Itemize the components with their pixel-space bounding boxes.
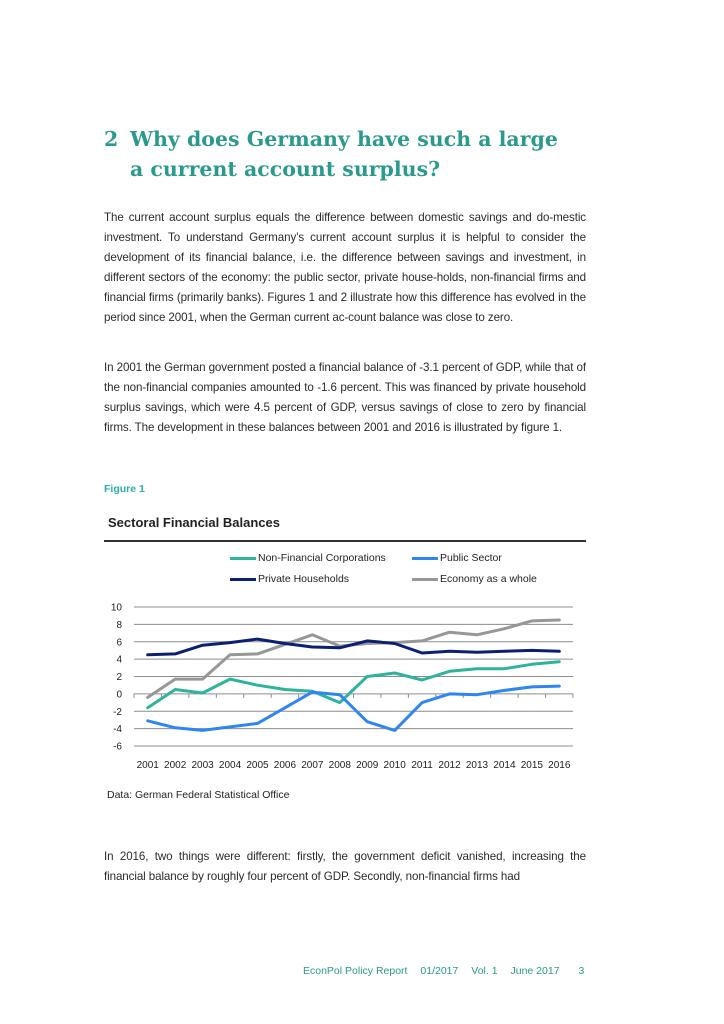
figure-source: Data: German Federal Statistical Office — [107, 789, 290, 801]
page-footer — [303, 965, 584, 977]
x-tick-label: 2012 — [438, 760, 461, 771]
y-tick-label: 10 — [110, 602, 122, 614]
body-paragraph: The current account surplus equals the difference between domestic savings and do-mestic investment. To understand Germany’s current account surplus it is helpful to consider the development of its financial balance, i.e. the difference between savings and investment, in different sectors of the economy: the public sector, private house-holds, non-financial firms and financial firms (primarily banks). Figures 1 and 2 illustrate how this difference has evolved in the period since 2001, when the German current ac-count balance was close to zero. — [104, 211, 586, 324]
footer-volume: Vol. 1 — [471, 965, 498, 977]
series-line-public-sector — [148, 686, 560, 730]
figure-label: Figure 1 — [104, 483, 145, 495]
y-tick-label: 8 — [116, 619, 122, 631]
x-tick-label: 2001 — [136, 760, 159, 771]
line-chart — [100, 596, 590, 776]
figure-title-rule — [104, 540, 586, 542]
x-tick-label: 2007 — [301, 760, 324, 771]
page-number: 3 — [578, 965, 585, 977]
x-tick-label: 2002 — [164, 760, 187, 771]
series-line-non-financial-corporations — [148, 662, 560, 708]
y-tick-label: -6 — [113, 741, 122, 753]
body-paragraph: In 2001 the German government posted a financial balance of -3.1 percent of GDP, while that of the non-financial companies amounted to -1.6 percent. This was financed by private household surplus savings, which were 4.5 percent of GDP, versus savings of close to zero by financial firms. The development in these balances between 2001 and 2016 is illustrated by figure 1. — [104, 361, 586, 434]
y-tick-label: 2 — [116, 672, 122, 683]
x-tick-label: 2008 — [328, 760, 351, 771]
legend-item-private-households — [230, 573, 349, 585]
x-tick-label: 2003 — [191, 760, 214, 771]
figure-title: Sectoral Financial Balances — [108, 515, 280, 530]
body-paragraph: In 2016, two things were different: firstly, the government deficit vanished, increasing the financial balance by roughly four percent of GDP. Secondly, non-financial firms had — [104, 850, 586, 883]
x-tick-label: 2010 — [383, 760, 406, 771]
x-tick-label: 2016 — [548, 760, 571, 771]
legend-item-non-financial-corporations — [230, 552, 386, 564]
legend-swatch — [412, 578, 438, 581]
x-tick-label: 2004 — [218, 760, 242, 771]
y-tick-label: -4 — [113, 724, 122, 736]
legend-label: Non-Financial Corporations — [258, 552, 386, 564]
legend-label: Private Households — [258, 573, 350, 585]
legend-label: Economy as a whole — [440, 573, 537, 585]
footer-issue: 01/2017 — [420, 965, 459, 977]
y-tick-label: 4 — [116, 654, 122, 666]
footer-publication: EconPol Policy Report — [303, 965, 408, 977]
footer-date: June 2017 — [510, 965, 560, 977]
x-tick-label: 2006 — [273, 760, 297, 771]
x-tick-label: 2014 — [493, 760, 516, 771]
x-tick-label: 2015 — [520, 760, 543, 771]
y-tick-label: -2 — [113, 706, 122, 718]
section-number: 2 — [104, 127, 119, 151]
legend-item-economy-as-a-whole — [412, 573, 537, 585]
x-tick-label: 2005 — [246, 760, 269, 771]
legend-swatch — [412, 557, 438, 560]
x-tick-label: 2013 — [465, 760, 489, 771]
chart-canvas — [100, 596, 590, 776]
legend-item-public-sector — [412, 552, 502, 564]
legend-label: Public Sector — [440, 552, 502, 564]
section-title: Why does Germany have such a large a current account surplus? — [130, 127, 558, 181]
legend-swatch — [230, 557, 256, 560]
y-tick-label: 6 — [116, 637, 122, 649]
legend-swatch — [230, 578, 256, 581]
y-tick-label: 0 — [116, 689, 122, 701]
x-tick-label: 2011 — [411, 760, 433, 771]
x-tick-label: 2009 — [356, 760, 379, 771]
